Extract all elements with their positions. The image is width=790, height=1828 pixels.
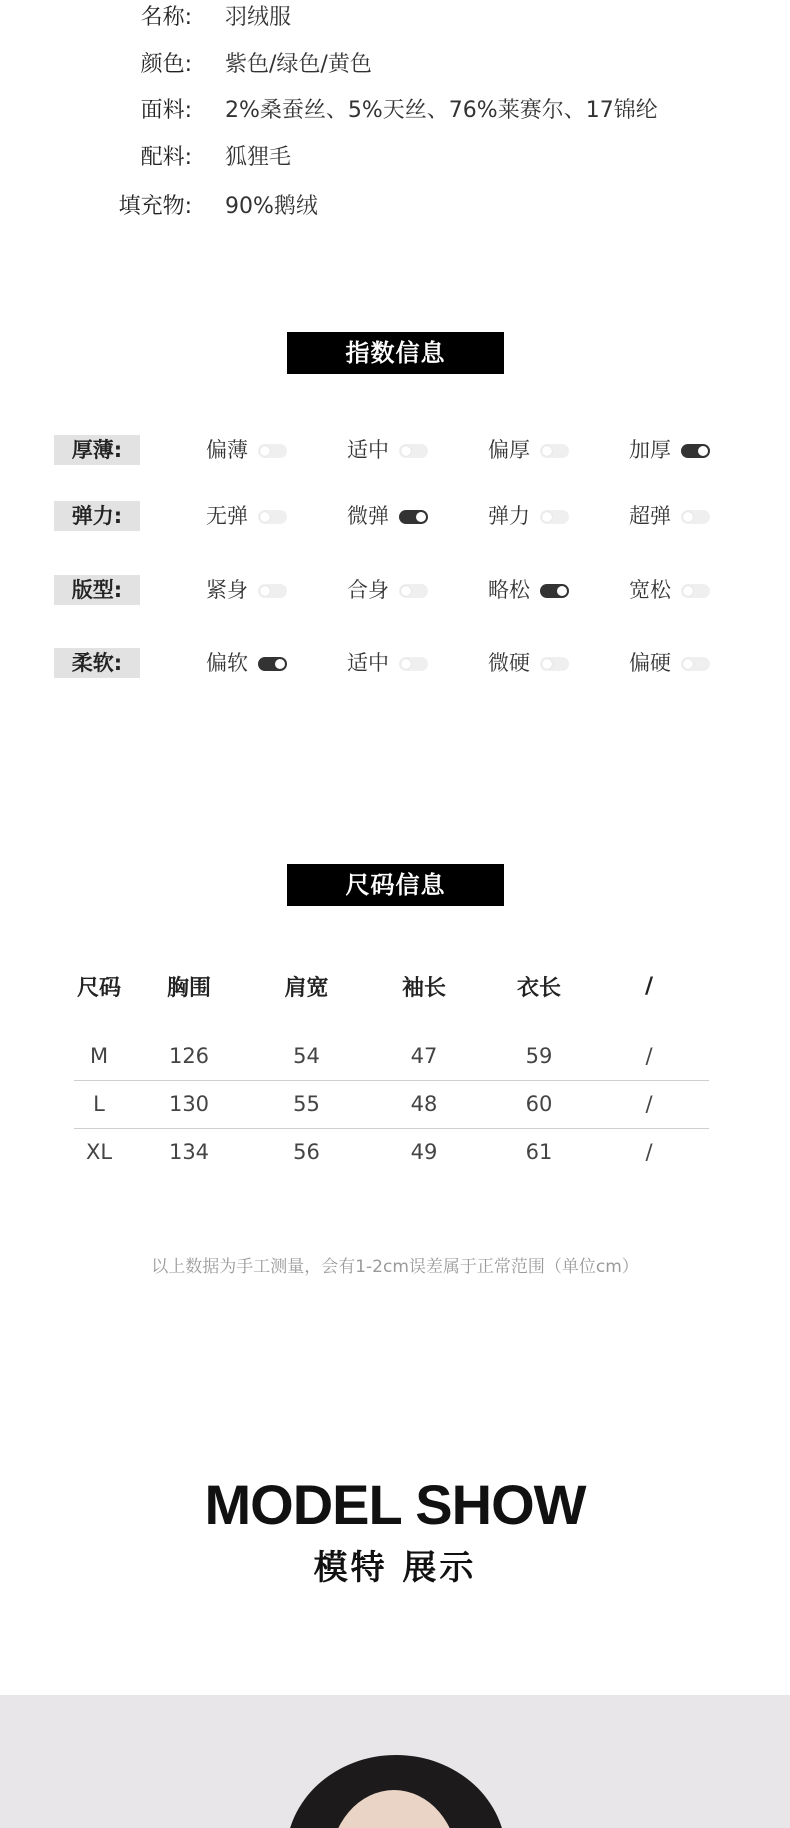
index-row-label: 柔软:: [54, 648, 140, 678]
index-option-label: 宽松: [629, 578, 671, 602]
column-header: 肩宽: [284, 975, 329, 1001]
toggle-knob: [698, 446, 708, 456]
table-cell: 55: [254, 1080, 359, 1128]
toggle-knob: [542, 446, 552, 456]
table-cell: 61: [489, 1128, 589, 1176]
table-row: [74, 1032, 709, 1080]
info-label: 配料:: [140, 145, 192, 170]
table-cell: 49: [359, 1128, 489, 1176]
toggle-off-icon: [681, 584, 710, 598]
info-row-color: [0, 50, 790, 80]
info-label: 颜色:: [140, 52, 192, 77]
index-row-label: 版型:: [54, 575, 140, 605]
toggle-off-icon: [399, 584, 428, 598]
index-option-label: 超弹: [629, 504, 671, 528]
toggle-knob: [683, 586, 693, 596]
info-value: 紫色/绿色/黄色: [225, 52, 372, 77]
toggle-knob: [260, 586, 270, 596]
toggle-knob: [557, 586, 567, 596]
index-option-label: 微硬: [488, 651, 530, 675]
index-row: [0, 435, 790, 465]
info-row-name: [0, 3, 790, 33]
table-cell: 134: [124, 1128, 254, 1176]
info-row-trim: [0, 143, 790, 173]
toggle-knob: [275, 659, 285, 669]
index-option-label: 微弹: [347, 504, 389, 528]
table-cell: /: [645, 1043, 653, 1068]
size-table-header: [74, 962, 709, 1010]
index-option-label: 适中: [347, 651, 389, 675]
table-cell: 60: [489, 1080, 589, 1128]
info-label: 名称:: [140, 5, 192, 30]
model-show-title: MODEL SHOW: [204, 1473, 586, 1536]
toggle-knob: [416, 512, 426, 522]
index-option-label: 偏薄: [206, 438, 248, 462]
index-option-label: 无弹: [206, 504, 248, 528]
info-value: 狐狸毛: [225, 145, 292, 170]
column-header: /: [644, 973, 654, 999]
table-cell: 48: [359, 1080, 489, 1128]
info-row-filling: [0, 192, 790, 222]
index-row-label: 弹力:: [54, 501, 140, 531]
index-option-label: 偏软: [206, 651, 248, 675]
toggle-knob: [401, 586, 411, 596]
toggle-on-icon: [540, 584, 569, 598]
table-cell: XL: [74, 1128, 124, 1176]
table-cell: 130: [124, 1080, 254, 1128]
table-cell: L: [74, 1080, 124, 1128]
toggle-knob: [542, 512, 552, 522]
model-photo: [0, 1695, 790, 1828]
toggle-off-icon: [399, 657, 428, 671]
toggle-off-icon: [540, 657, 569, 671]
index-section-title: 指数信息: [287, 332, 504, 374]
info-row-fabric: [0, 96, 790, 126]
table-cell: M: [89, 1043, 109, 1068]
toggle-knob: [260, 512, 270, 522]
info-label: 填充物:: [118, 194, 192, 219]
index-option-label: 适中: [347, 438, 389, 462]
size-table: [74, 962, 709, 1176]
toggle-on-icon: [399, 510, 428, 524]
table-cell: 59: [525, 1043, 553, 1068]
toggle-knob: [542, 659, 552, 669]
toggle-off-icon: [258, 584, 287, 598]
index-option-label: 加厚: [629, 438, 671, 462]
toggle-off-icon: [258, 444, 287, 458]
table-cell: 126: [168, 1043, 210, 1068]
index-option-label: 紧身: [206, 578, 248, 602]
index-option-label: 偏硬: [629, 651, 671, 675]
toggle-knob: [401, 659, 411, 669]
toggle-off-icon: [540, 444, 569, 458]
model-show-subtitle: 模特 展示: [313, 1548, 477, 1588]
toggle-knob: [260, 446, 270, 456]
toggle-off-icon: [258, 510, 287, 524]
index-row: [0, 648, 790, 678]
index-option-label: 合身: [347, 578, 389, 602]
index-row: [0, 501, 790, 531]
column-header: 尺码: [76, 975, 121, 1001]
info-value: 羽绒服: [225, 5, 292, 30]
toggle-off-icon: [540, 510, 569, 524]
index-row-label: 厚薄:: [54, 435, 140, 465]
toggle-knob: [401, 446, 411, 456]
toggle-on-icon: [681, 444, 710, 458]
toggle-off-icon: [681, 510, 710, 524]
info-label: 面料:: [140, 98, 192, 123]
table-cell: /: [589, 1080, 709, 1128]
table-cell: 56: [254, 1128, 359, 1176]
size-section-title: 尺码信息: [287, 864, 504, 906]
column-header: 衣长: [516, 975, 561, 1001]
index-option-label: 偏厚: [488, 438, 530, 462]
toggle-on-icon: [258, 657, 287, 671]
index-option-label: 略松: [488, 578, 530, 602]
index-option-label: 弹力: [488, 504, 530, 528]
column-header: 胸围: [166, 975, 211, 1001]
table-cell: 47: [410, 1043, 438, 1068]
table-row: [74, 1080, 709, 1128]
index-row: [0, 575, 790, 605]
table-cell: 54: [293, 1043, 320, 1068]
column-header: 袖长: [401, 975, 446, 1001]
info-value: 2%桑蚕丝、5%天丝、76%莱赛尔、17锦纶: [225, 98, 658, 123]
table-cell: /: [589, 1128, 709, 1176]
toggle-knob: [683, 659, 693, 669]
toggle-knob: [683, 512, 693, 522]
info-value: 90%鹅绒: [225, 194, 318, 219]
toggle-off-icon: [681, 657, 710, 671]
table-row: [74, 1128, 709, 1176]
toggle-off-icon: [399, 444, 428, 458]
size-note: 以上数据为手工测量，会有1-2cm误差属于正常范围（单位cm）: [151, 1257, 639, 1277]
